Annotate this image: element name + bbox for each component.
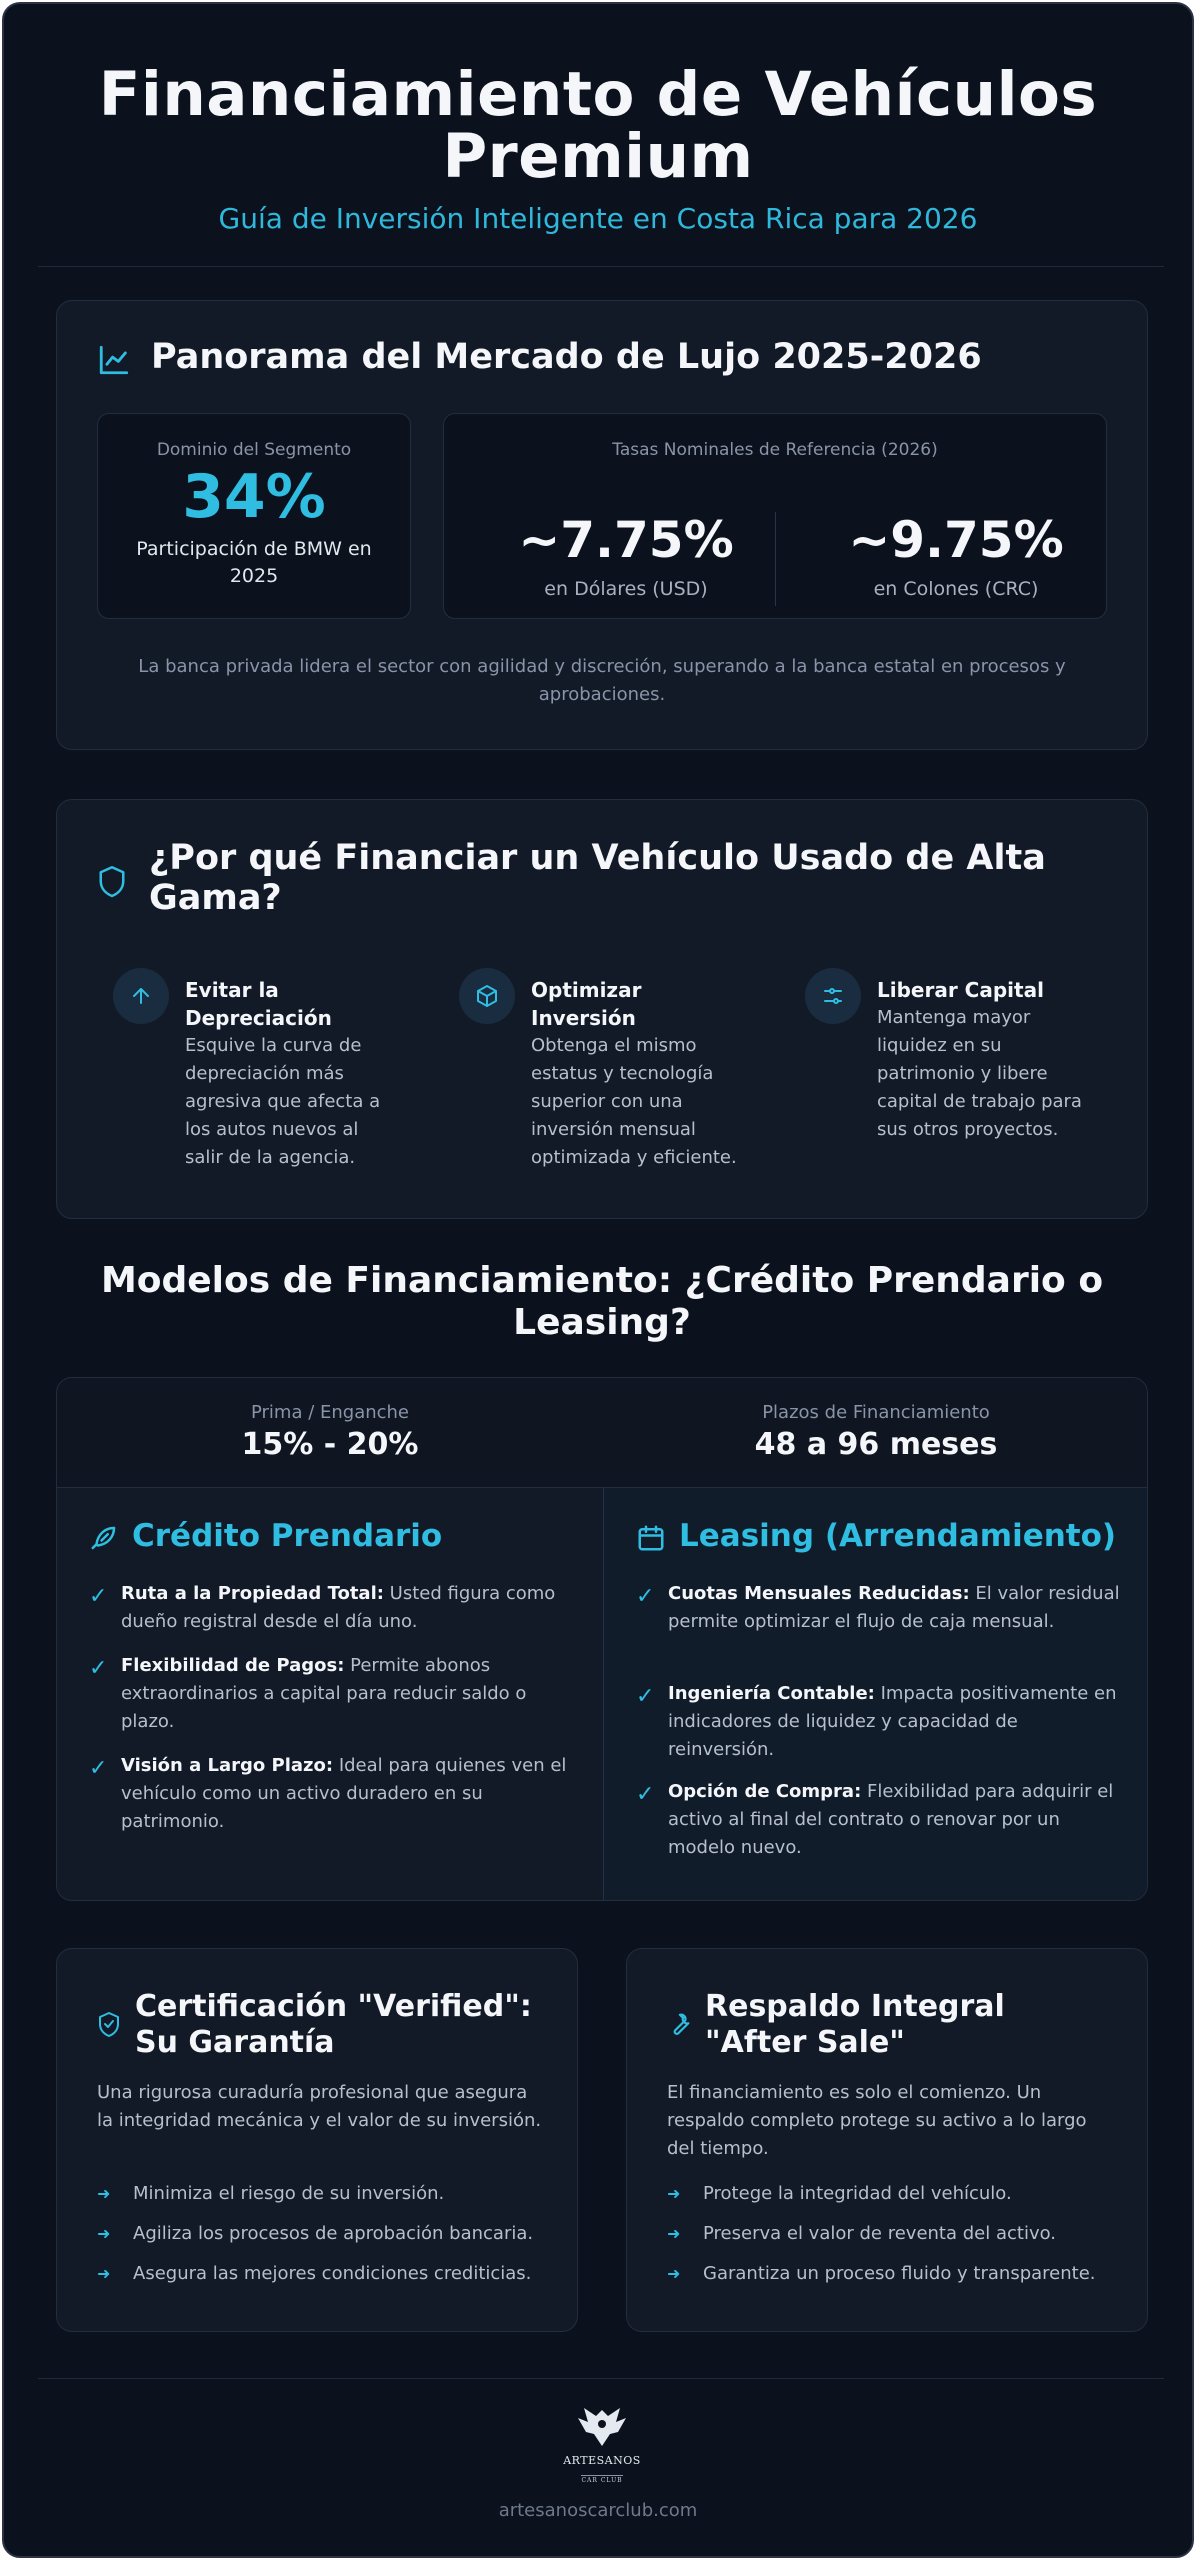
market-note	[97, 653, 1107, 709]
models-heading-line1: Modelos de Financiamiento: ¿Crédito Prendario o	[100, 1260, 1104, 1301]
segment-value: 34%	[182, 462, 326, 532]
after-sale-title-line2: "After Sale"	[705, 2025, 905, 2060]
after-sale-item: ➜ Preserva el valor de reventa del activo.	[667, 2223, 1057, 2244]
infographic-frame	[2, 2, 1194, 2558]
leasing-item: ✓ Ingeniería Contable: Impacta positivamente en indicadores de liquidez y capacidad de reinversión.	[636, 1683, 1117, 1760]
calendar-icon	[636, 1523, 666, 1553]
models-heading	[64, 1260, 1140, 1344]
arrow-right-icon: ➜	[97, 2184, 111, 2203]
market-title: Panorama del Mercado de Lujo 2025-2026	[151, 337, 982, 377]
header-divider	[38, 266, 1164, 267]
leasing-column	[603, 1488, 1148, 1901]
crc-rate-block	[806, 511, 1106, 600]
models-summary	[57, 1378, 1147, 1488]
credit-column	[57, 1488, 603, 1901]
chart-line-icon	[97, 343, 131, 377]
page-title-line2: Premium	[442, 121, 754, 192]
arrow-right-icon: ➜	[667, 2224, 681, 2243]
arrow-right-icon: ➜	[97, 2224, 111, 2243]
segment-label: Dominio del Segmento	[156, 440, 352, 460]
term-value: 48 a 96 meses	[754, 1427, 998, 1462]
arrow-right-icon: ➜	[667, 2264, 681, 2283]
shield-check-icon	[97, 2011, 121, 2037]
sliders-icon	[805, 968, 861, 1024]
market-note-line2: aprobaciones.	[538, 684, 666, 705]
crc-label: en Colones (CRC)	[873, 578, 1039, 600]
verified-card	[56, 1948, 578, 2332]
rates-divider	[775, 512, 776, 606]
why-title	[149, 838, 1109, 918]
market-note-line1: La banca privada lidera el sector con agilidad y discreción, superando a la banca estatal en procesos y	[138, 656, 1066, 677]
check-icon: ✓	[89, 1656, 108, 1681]
logo-name: ARTESANOS	[563, 2454, 641, 2467]
verified-title-line1: Certificación "Verified":	[135, 1989, 532, 2024]
why-title-line1: ¿Por qué Financiar un Vehículo Usado de Alta	[149, 838, 1046, 878]
box-icon	[459, 968, 515, 1024]
check-icon: ✓	[636, 1684, 655, 1709]
benefit-title: Optimizar Inversión	[531, 978, 642, 1030]
credit-title: Crédito Prendario	[132, 1518, 443, 1554]
shield-icon	[97, 864, 127, 898]
arrow-up-icon	[113, 968, 169, 1024]
page-subtitle: Guía de Inversión Inteligente en Costa Rica para 2026	[218, 202, 978, 235]
why-title-line2: Gama?	[149, 878, 282, 918]
segment-box	[97, 413, 411, 619]
benefit-desc: Esquive la curva de depreciación más agresiva que afecta a los autos nuevos al salir de la agencia.	[185, 1035, 381, 1168]
crc-rate: ~9.75%	[848, 511, 1064, 569]
down-payment-value: 15% - 20%	[241, 1427, 419, 1462]
after-sale-title-line1: Respaldo Integral	[705, 1989, 1005, 2024]
verified-title-line2: Su Garantía	[135, 2025, 335, 2060]
models-card	[56, 1377, 1148, 1901]
check-icon: ✓	[89, 1584, 108, 1609]
rates-label: Tasas Nominales de Referencia (2026)	[612, 440, 938, 460]
term-label: Plazos de Financiamiento	[762, 1402, 990, 1423]
credit-item: ✓ Ruta a la Propiedad Total: Usted figura como dueño registral desde el día uno.	[89, 1583, 556, 1632]
after-sale-item: ➜ Protege la integridad del vehículo.	[667, 2183, 1012, 2204]
after-sale-desc: El financiamiento es solo el comienzo. Un respaldo completo protege su activo a lo largo del tiempo.	[667, 2082, 1087, 2159]
verified-item: ➜ Minimiza el riesgo de su inversión.	[97, 2183, 445, 2204]
wrench-icon	[667, 2011, 693, 2037]
verified-title	[135, 1989, 575, 2061]
usd-rate-block	[476, 511, 776, 600]
leasing-title: Leasing (Arrendamiento)	[679, 1518, 1117, 1554]
after-sale-title	[705, 1989, 1145, 2061]
benefit-title: Evitar la Depreciación	[185, 978, 332, 1030]
benefit-desc: Obtenga el mismo estatus y tecnología superior con una inversión mensual optimizada y eficiente.	[531, 1035, 737, 1168]
credit-item: ✓ Flexibilidad de Pagos: Permite abonos extraordinarios a capital para reducir saldo o plazo.	[89, 1655, 527, 1732]
arrow-right-icon: ➜	[97, 2264, 111, 2283]
leasing-item: ✓ Opción de Compra: Flexibilidad para adquirir el activo al final del contrato o renovar por un modelo nuevo.	[636, 1781, 1114, 1858]
check-icon: ✓	[636, 1584, 655, 1609]
check-icon: ✓	[636, 1782, 655, 1807]
benefit-desc: Mantenga mayor liquidez en su patrimonio y libere capital de trabajo para sus otros proyectos.	[877, 1007, 1082, 1140]
market-card	[56, 300, 1148, 750]
segment-desc-line2: 2025	[229, 565, 279, 587]
verified-desc: Una rigurosa curaduría profesional que asegura la integridad mecánica y el valor de su inversión.	[97, 2082, 542, 2131]
down-payment-label: Prima / Enganche	[250, 1402, 410, 1423]
page-title-line1: Financiamiento de Vehículos	[98, 59, 1098, 130]
leasing-item: ✓ Cuotas Mensuales Reducidas: El valor residual permite optimizar el flujo de caja mensual.	[636, 1583, 1120, 1632]
footer-divider	[38, 2378, 1164, 2379]
website-link[interactable]: artesanoscarclub.com	[498, 2500, 698, 2521]
usd-label: en Dólares (USD)	[544, 578, 708, 600]
down-payment-stat	[57, 1402, 603, 1462]
verified-item: ➜ Asegura las mejores condiciones crediticias.	[97, 2263, 532, 2284]
why-card	[56, 799, 1148, 1219]
models-heading-line2: Leasing?	[513, 1302, 691, 1343]
after-sale-item: ➜ Garantiza un proceso fluido y transparente.	[667, 2263, 1096, 2284]
usd-rate: ~7.75%	[518, 511, 734, 569]
verified-item: ➜ Agiliza los procesos de aprobación bancaria.	[97, 2223, 534, 2244]
term-stat	[603, 1402, 1148, 1462]
check-icon: ✓	[89, 1756, 108, 1781]
segment-desc-line1: Participación de BMW en	[136, 538, 372, 560]
brand-logo	[552, 2406, 652, 2486]
arrow-right-icon: ➜	[667, 2184, 681, 2203]
rates-box	[443, 413, 1107, 619]
eagle-emblem-icon	[574, 2406, 630, 2450]
after-sale-card	[626, 1948, 1148, 2332]
feather-icon	[89, 1523, 119, 1553]
benefit-title: Liberar Capital	[877, 978, 1044, 1002]
logo-sub: CAR CLUB	[581, 2477, 623, 2484]
page-header	[4, 59, 1192, 235]
credit-item: ✓ Visión a Largo Plazo: Ideal para quienes ven el vehículo como un activo duradero en su patrimonio.	[89, 1755, 567, 1832]
